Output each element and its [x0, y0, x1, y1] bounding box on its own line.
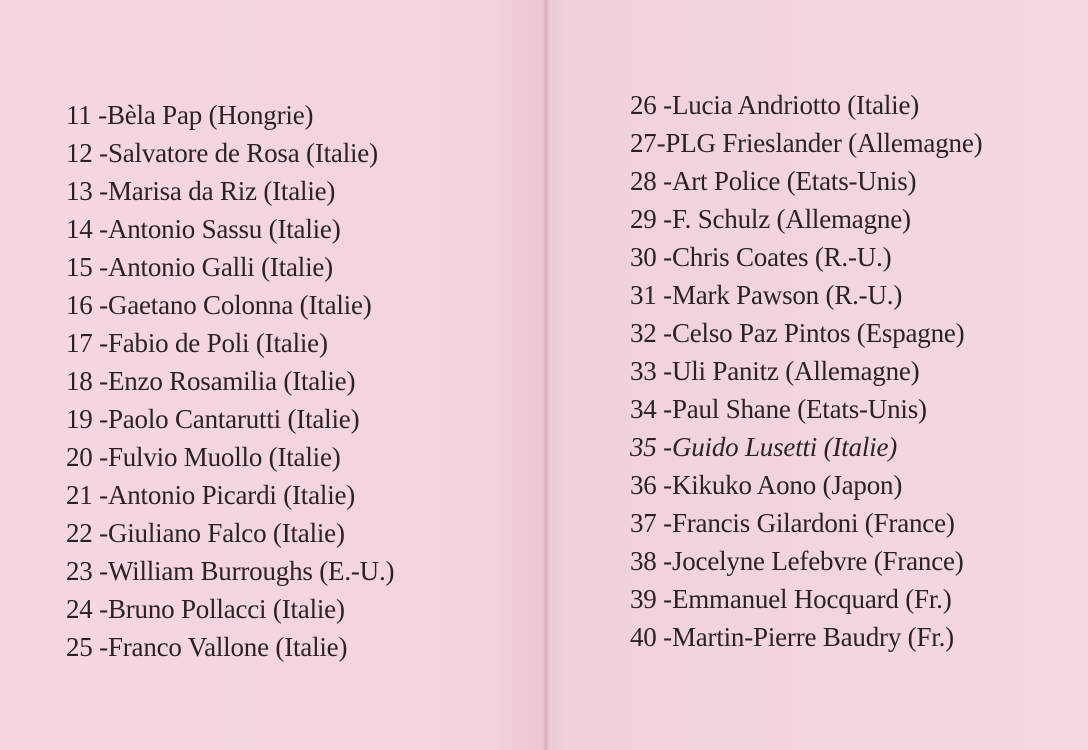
list-item: 11 -Bèla Pap (Hongrie) — [66, 100, 314, 130]
list-item: 25 -Franco Vallone (Italie) — [66, 632, 348, 662]
list-item: 38 -Jocelyne Lefebvre (France) — [630, 546, 964, 576]
list-item: 17 -Fabio de Poli (Italie) — [66, 328, 328, 358]
list-item: 16 -Gaetano Colonna (Italie) — [66, 290, 372, 320]
list-item: 28 -Art Police (Etats-Unis) — [630, 166, 917, 196]
right-page — [548, 0, 1088, 750]
list-item: 12 -Salvatore de Rosa (Italie) — [66, 138, 378, 168]
list-item: 22 -Giuliano Falco (Italie) — [66, 518, 345, 548]
list-item: 39 -Emmanuel Hocquard (Fr.) — [630, 584, 952, 614]
list-item: 15 -Antonio Galli (Italie) — [66, 252, 333, 282]
list-item: 36 -Kikuko Aono (Japon) — [630, 470, 903, 500]
list-item: 13 -Marisa da Riz (Italie) — [66, 176, 336, 206]
list-item: 26 -Lucia Andriotto (Italie) — [630, 90, 920, 120]
list-item: 37 -Francis Gilardoni (France) — [630, 508, 955, 538]
list-item: 35 -Guido Lusetti (Italie) — [630, 432, 898, 462]
right-page-list — [630, 86, 982, 656]
list-item: 14 -Antonio Sassu (Italie) — [66, 214, 341, 244]
list-item: 20 -Fulvio Muollo (Italie) — [66, 442, 341, 472]
list-item: 40 -Martin-Pierre Baudry (Fr.) — [630, 622, 954, 652]
list-item: 21 -Antonio Picardi (Italie) — [66, 480, 356, 510]
left-page-list — [66, 96, 394, 666]
list-item: 29 -F. Schulz (Allemagne) — [630, 204, 911, 234]
list-item: 19 -Paolo Cantarutti (Italie) — [66, 404, 360, 434]
list-item: 33 -Uli Panitz (Allemagne) — [630, 356, 920, 386]
list-item: 23 -William Burroughs (E.-U.) — [66, 556, 395, 586]
list-item: 32 -Celso Paz Pintos (Espagne) — [630, 318, 965, 348]
list-item: 34 -Paul Shane (Etats-Unis) — [630, 394, 927, 424]
list-item: 24 -Bruno Pollacci (Italie) — [66, 594, 345, 624]
list-item: 31 -Mark Pawson (R.-U.) — [630, 280, 903, 310]
list-item: 27-PLG Frieslander (Allemagne) — [630, 128, 983, 158]
list-item: 30 -Chris Coates (R.-U.) — [630, 242, 892, 272]
list-item: 18 -Enzo Rosamilia (Italie) — [66, 366, 356, 396]
